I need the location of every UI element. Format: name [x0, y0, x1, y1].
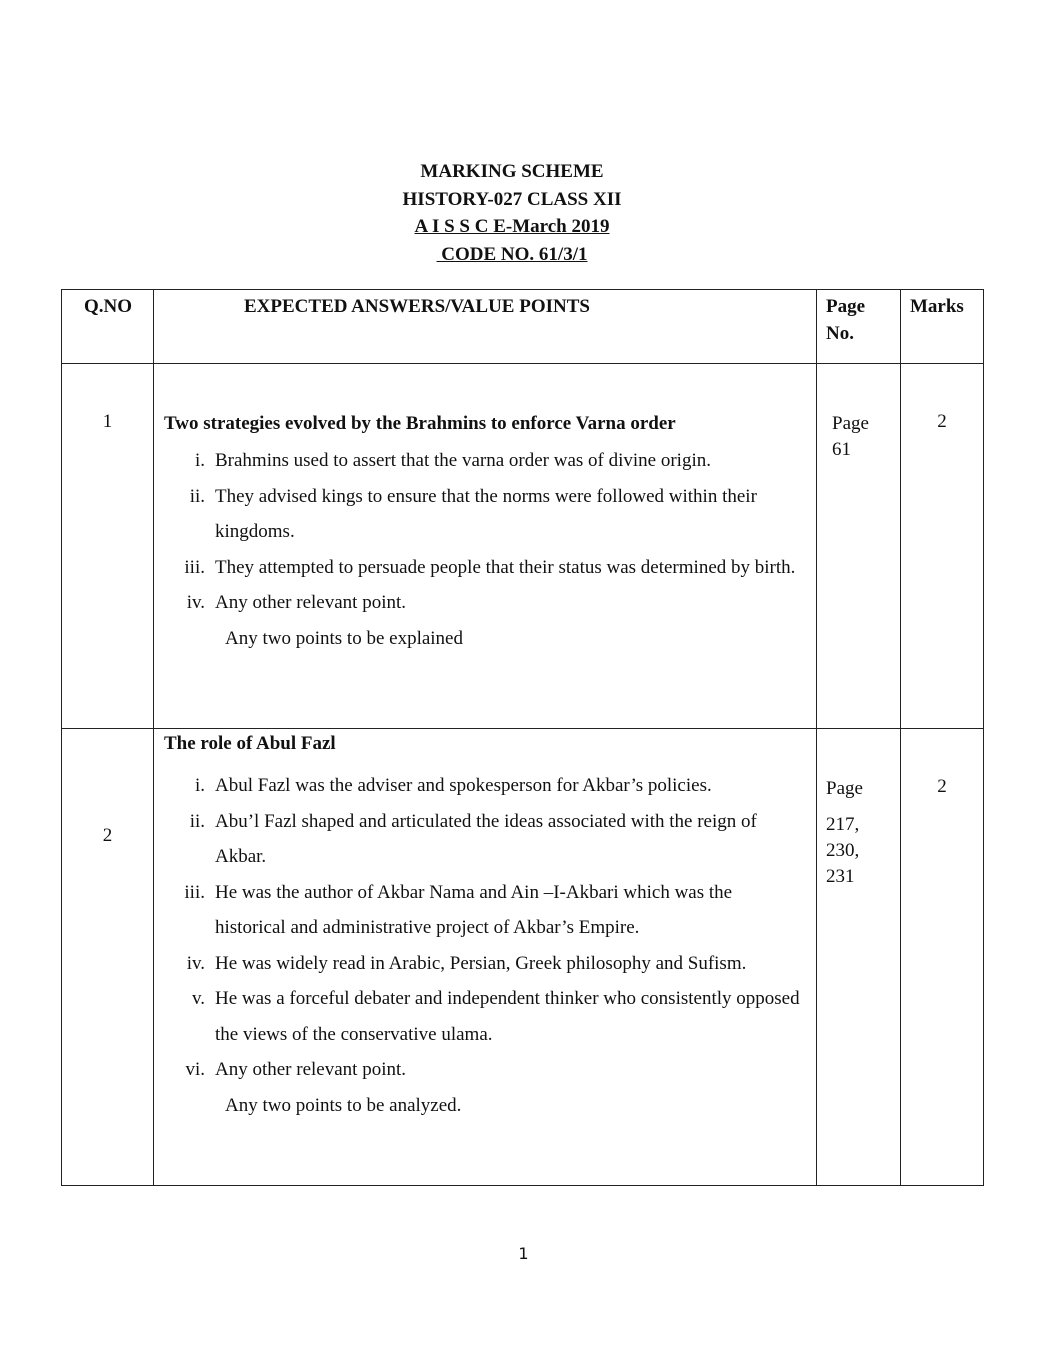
- header-subject: HISTORY-027 CLASS XII: [402, 188, 622, 210]
- marks-value: 2: [937, 776, 947, 797]
- question-number: 2: [102, 825, 113, 846]
- point-number: i.: [194, 450, 205, 471]
- answer-note: Any two points to be explained: [225, 627, 463, 649]
- document-header: [0, 158, 1024, 268]
- marking-scheme-table: [61, 289, 984, 1186]
- point-text: He was the author of Akbar Nama and Ain –I-Akbari which was the historical and administrative project of Akbar’s Empire.: [215, 881, 733, 938]
- question-number: 1: [102, 411, 113, 432]
- marks-cell: [901, 364, 984, 729]
- point-number: ii.: [189, 485, 205, 507]
- page-reference-cell: [817, 729, 901, 1186]
- list-item: [154, 946, 816, 982]
- question-number-cell: [62, 364, 154, 729]
- list-item: [154, 804, 816, 875]
- page-value: 217,: [826, 814, 860, 835]
- list-item: [154, 768, 816, 804]
- question-number-cell: [62, 729, 154, 1186]
- page-label: Page: [826, 778, 863, 799]
- column-header-expected: EXPECTED ANSWERS/VALUE POINTS: [154, 290, 817, 364]
- point-number: iii.: [184, 556, 205, 578]
- point-text: Abul Fazl was the adviser and spokesperson for Akbar’s policies.: [215, 775, 712, 796]
- point-text: Abu’l Fazl shaped and articulated the ideas associated with the reign of Akbar.: [215, 810, 757, 867]
- point-number: iv.: [186, 592, 205, 613]
- point-number: i.: [194, 775, 205, 796]
- point-text: He was a forceful debater and independent thinker who consistently opposed the views of the conservative ulama.: [215, 988, 800, 1045]
- page-reference-cell: [817, 364, 901, 729]
- answer-points-list: [154, 768, 816, 1088]
- header-title: MARKING SCHEME: [420, 161, 604, 182]
- list-item: [154, 875, 816, 946]
- column-header-page: [817, 290, 901, 364]
- column-header-page-line2: No.: [826, 323, 854, 344]
- point-number: iv.: [186, 952, 205, 974]
- marks-cell: [901, 729, 984, 1186]
- column-header-qno: Q.NO: [62, 290, 154, 364]
- marks-value: 2: [937, 411, 947, 432]
- point-number: iii.: [184, 881, 205, 903]
- list-item: [154, 479, 816, 550]
- page-value: 230,: [826, 840, 860, 861]
- list-item: [154, 443, 816, 479]
- point-number: v.: [191, 988, 205, 1009]
- point-text: Brahmins used to assert that the varna order was of divine origin.: [215, 450, 711, 471]
- page-label: Page: [832, 413, 869, 434]
- page-value: 231: [826, 866, 855, 887]
- question-title: Two strategies evolved by the Brahmins to enforce Varna order: [164, 413, 676, 434]
- answer-points-list: [154, 443, 816, 621]
- list-item: [154, 585, 816, 621]
- point-text: Any other relevant point.: [215, 592, 407, 613]
- list-item: [154, 1052, 816, 1088]
- question-title: The role of Abul Fazl: [164, 733, 336, 754]
- point-number: ii.: [189, 810, 205, 832]
- page-value: 61: [832, 439, 851, 460]
- table-row: [62, 729, 984, 1186]
- table-header-row: [62, 290, 984, 364]
- column-header-marks: Marks: [901, 290, 984, 364]
- point-text: He was widely read in Arabic, Persian, Greek philosophy and Sufism.: [215, 952, 747, 974]
- answer-note: Any two points to be analyzed.: [225, 1094, 462, 1116]
- answer-cell: [154, 729, 817, 1186]
- page-number: 1: [518, 1244, 529, 1263]
- header-exam: A I S S C E-March 2019: [414, 216, 610, 237]
- list-item: [154, 981, 816, 1052]
- point-text: They attempted to persuade people that their status was determined by birth.: [215, 556, 796, 578]
- point-number: vi.: [185, 1059, 205, 1080]
- point-text: Any other relevant point.: [215, 1059, 407, 1080]
- point-text: They advised kings to ensure that the norms were followed within their kingdoms.: [215, 485, 757, 542]
- list-item: [154, 550, 816, 586]
- answer-cell: [154, 364, 817, 729]
- table-row: [62, 364, 984, 729]
- column-header-page-line1: Page: [826, 296, 866, 317]
- header-code: CODE NO. 61/3/1: [436, 243, 588, 265]
